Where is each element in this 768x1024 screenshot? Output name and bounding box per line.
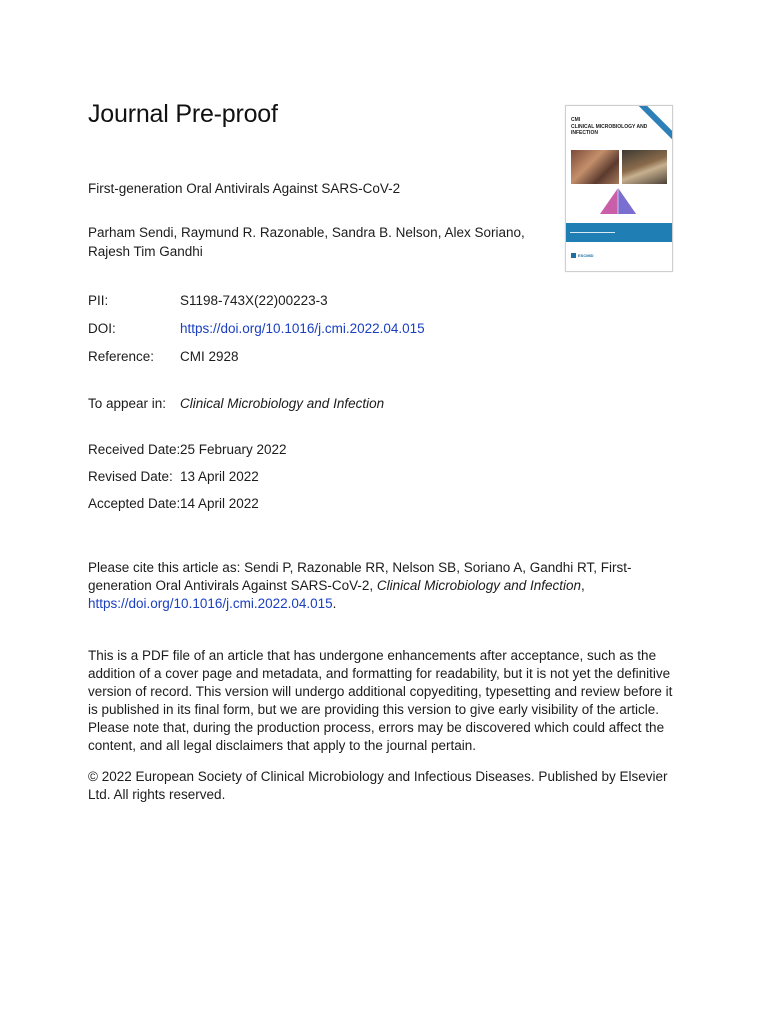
cover-publisher-logo <box>571 253 594 258</box>
article-authors: Parham Sendi, Raymund R. Razonable, Sandra B. Nelson, Alex Soriano, Rajesh Tim Gandhi <box>88 225 525 259</box>
cover-band-text-decoration: ▬▬▬▬▬▬▬▬▬▬▬▬▬▬▬ <box>570 230 615 234</box>
citation-paragraph <box>88 559 678 613</box>
revised-date-label: Revised Date: <box>88 469 173 484</box>
appear-in-label: To appear in: <box>88 396 167 411</box>
received-date-label: Received Date: <box>88 442 181 457</box>
cover-blue-band <box>566 223 672 242</box>
cover-logo-text: ESCMID <box>578 253 594 258</box>
citation-journal: Clinical Microbiology and Infection <box>376 578 582 593</box>
citation-doi-link[interactable]: https://doi.org/10.1016/j.cmi.2022.04.015 <box>88 596 333 611</box>
doi-label: DOI: <box>88 321 116 336</box>
citation-period: . <box>332 596 337 611</box>
article-title: First-generation Oral Antivirals Against SARS-CoV-2 <box>88 181 401 196</box>
cover-pyramid-graphic <box>596 186 640 216</box>
escmid-logo-icon <box>571 253 576 258</box>
cover-photo-left <box>571 150 619 184</box>
cover-journal-abbreviation: CMI <box>571 117 581 123</box>
reference-value: CMI 2928 <box>180 349 239 364</box>
journal-preproof-title: Journal Pre-proof <box>88 100 278 128</box>
journal-cover-image <box>565 105 673 272</box>
cover-photo-right <box>622 150 667 184</box>
copyright-notice: © 2022 European Society of Clinical Microbiology and Infectious Diseases. Published by Elsevier Ltd. All rights reserved. <box>88 769 668 802</box>
appear-in-journal: Clinical Microbiology and Infection <box>180 396 385 411</box>
pii-label: PII: <box>88 293 109 308</box>
accepted-date-value: 14 April 2022 <box>180 496 259 511</box>
citation-separator: , <box>581 578 585 593</box>
received-date-value: 25 February 2022 <box>180 442 287 457</box>
revised-date-value: 13 April 2022 <box>180 469 259 484</box>
pii-value: S1198-743X(22)00223-3 <box>180 293 328 308</box>
accepted-date-label: Accepted Date: <box>88 496 181 511</box>
reference-label: Reference: <box>88 349 155 364</box>
doi-link[interactable]: https://doi.org/10.1016/j.cmi.2022.04.015 <box>180 321 425 336</box>
cover-journal-name: CLINICAL MICROBIOLOGY AND INFECTION <box>571 124 648 136</box>
preproof-notice: This is a PDF file of an article that has undergone enhancements after acceptance, such as the addition of a cover page and metadata, and formatting for readability, but it is not yet the definitive version of record. This version will undergo additional copyediting, typesetting and review before it is published in its final form, but we are providing this version to give early visibility of the article. Please note that, during the production process, errors may be discovered which could affect the content, and all legal disclaimers that apply to the journal pertain. <box>88 648 673 753</box>
citation-text: Please cite this article as: Sendi P, Razonable RR, Nelson SB, Soriano A, Gandhi RT, First-generation Oral Antivirals Against SARS-CoV-2, <box>88 560 632 593</box>
